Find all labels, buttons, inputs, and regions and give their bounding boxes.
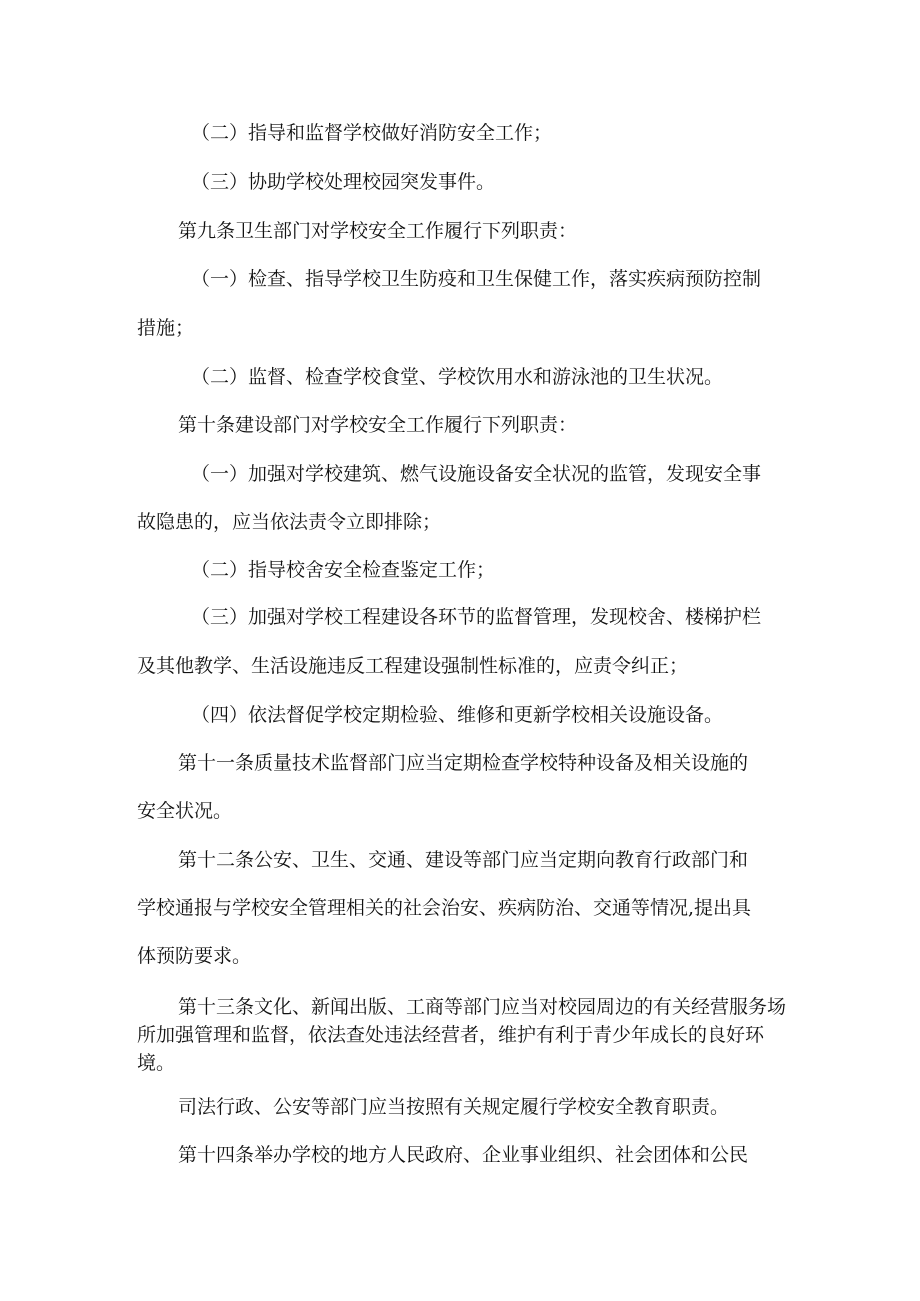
text-line: 及其他教学、生活设施违反工程建设强制性标准的，应责令纠正； [137,655,689,677]
article-heading-12: 第十二条公安、卫生、交通、建设等部门应当定期向教育行政部门和 [178,849,749,871]
article-heading-11: 第十一条质量技术监督部门应当定期检查学校特种设备及相关设施的 [178,752,749,774]
text-line: （二）指导校舍安全检查鉴定工作； [191,559,496,581]
text-line: （三）加强对学校工程建设各环节的监督管理，发现校舍、楼梯护栏 [191,606,762,628]
article-heading-10: 第十条建设部门对学校安全工作履行下列职责： [178,414,578,436]
text-line: （三）协助学校处理校园突发事件。 [191,171,496,193]
text-line: 安全状况。 [137,800,233,822]
text-line: （二）监督、检查学校食堂、学校饮用水和游泳池的卫生状况。 [191,366,724,388]
text-line: 司法行政、公安等部门应当按照有关规定履行学校安全教育职责。 [178,1096,730,1118]
text-line: 学校通报与学校安全管理相关的社会治安、疾病防治、交通等情况,提出具 [137,897,752,919]
article-heading-9: 第九条卫生部门对学校安全工作履行下列职责： [178,220,578,242]
text-line: （四）依法督促学校定期检验、维修和更新学校相关设施设备。 [191,704,724,726]
text-line: 故隐患的，应当依法责令立即排除； [137,511,442,533]
text-line: （二）指导和监督学校做好消防安全工作； [191,122,553,144]
text-line: （一）加强对学校建筑、燃气设施设备安全状况的监管，发现安全事 [191,463,762,485]
article-heading-14: 第十四条举办学校的地方人民政府、企业事业组织、社会团体和公民 [178,1144,749,1166]
text-line: （一）检查、指导学校卫生防疫和卫生保健工作，落实疾病预防控制 [191,268,762,290]
text-line: 措施； [137,317,195,339]
article-paragraph-13: 第十三条文化、新闻出版、工商等部门应当对校园周边的有关经营服务场所加强管理和监督，依法查处违法经营者，维护有利于青少年成长的良好环境。 [137,996,787,1074]
text-line: 体预防要求。 [137,945,252,967]
